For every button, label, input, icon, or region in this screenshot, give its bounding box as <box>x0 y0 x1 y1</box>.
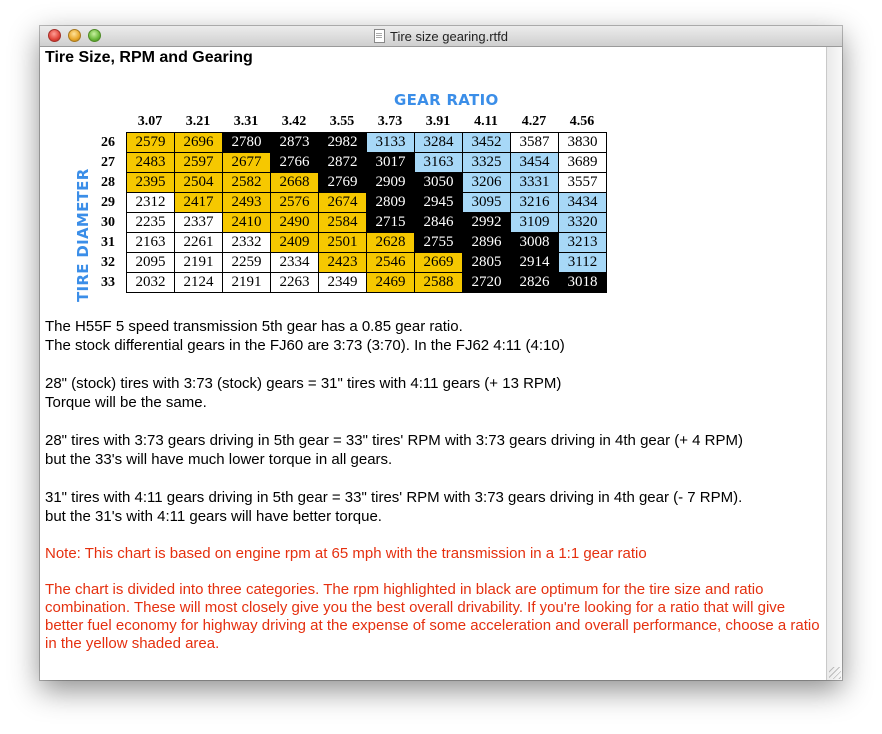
rpm-cell: 2584 <box>319 213 367 233</box>
rpm-cell: 2337 <box>175 213 223 233</box>
rpm-cell: 3216 <box>511 193 559 213</box>
table-row <box>127 133 607 153</box>
table-row <box>127 153 607 173</box>
table-row <box>127 253 607 273</box>
rpm-cell: 3213 <box>559 233 607 253</box>
rpm-cell: 2332 <box>223 233 271 253</box>
rpm-cell: 3434 <box>559 193 607 213</box>
rpm-cell: 2674 <box>319 193 367 213</box>
rpm-cell: 2469 <box>367 273 415 293</box>
rpm-cell: 2312 <box>127 193 175 213</box>
rpm-cell: 3454 <box>511 153 559 173</box>
rpm-cell: 3163 <box>415 153 463 173</box>
window-title-wrap <box>40 29 842 44</box>
gear-ratio-header: 3.73 <box>377 114 403 129</box>
rpm-cell: 3112 <box>559 253 607 273</box>
rpm-cell: 3206 <box>463 173 511 193</box>
rpm-cell: 3284 <box>415 133 463 153</box>
rpm-cell: 2846 <box>415 213 463 233</box>
rpm-cell: 2163 <box>127 233 175 253</box>
rpm-cell: 2805 <box>463 253 511 273</box>
rpm-cell: 3109 <box>511 213 559 233</box>
chart-title: GEAR RATIO <box>394 91 499 109</box>
rpm-cell: 2873 <box>271 133 319 153</box>
rpm-cell: 2755 <box>415 233 463 253</box>
rpm-cell: 3017 <box>367 153 415 173</box>
window-title: Tire size gearing.rtfd <box>389 29 508 44</box>
rpm-cell: 3689 <box>559 153 607 173</box>
rpm-cell: 2410 <box>223 213 271 233</box>
rpm-cell: 3320 <box>559 213 607 233</box>
table-row <box>127 193 607 213</box>
rpm-cell: 2696 <box>175 133 223 153</box>
rpm-cell: 2588 <box>415 273 463 293</box>
rpm-cell: 2261 <box>175 233 223 253</box>
table-row <box>127 213 607 233</box>
rpm-cell: 2124 <box>175 273 223 293</box>
paragraph-line: 28" tires with 3:73 gears driving in 5th gear = 33" tires' RPM with 3:73 gears driving in 4th gear (+ 4 RPM) <box>45 432 744 449</box>
title-bar[interactable] <box>40 26 842 47</box>
note-text: The chart is divided into three categories. The rpm highlighted in black are optimum for the tire size and ratio combination. These will most closely give you the best overall drivability. If you're looking for a ratio that will give better fuel economy for highway driving at the expense of some acceleration and overall performance, choose a ratio in the yellow shaded area. <box>45 581 820 652</box>
rpm-cell: 2191 <box>175 253 223 273</box>
rpm-cell: 2032 <box>127 273 175 293</box>
paragraph-line: The stock differential gears in the FJ60 are 3:73 (3:70). In the FJ62 4:11 (4:10) <box>45 337 565 354</box>
document-heading: Tire Size, RPM and Gearing <box>45 49 253 66</box>
paragraph-line: The H55F 5 speed transmission 5th gear has a 0.85 gear ratio. <box>45 318 463 335</box>
rpm-cell: 2417 <box>175 193 223 213</box>
rpm-cell: 2628 <box>367 233 415 253</box>
rpm-cell: 2483 <box>127 153 175 173</box>
tire-diameter-header: 31 <box>101 235 115 250</box>
gear-ratio-header: 3.07 <box>137 114 163 129</box>
rpm-cell: 3095 <box>463 193 511 213</box>
rpm-cell: 2582 <box>223 173 271 193</box>
rpm-table <box>126 132 607 293</box>
gear-ratio-header: 4.11 <box>474 114 498 129</box>
rpm-cell: 3452 <box>463 133 511 153</box>
gear-ratio-header: 3.91 <box>425 114 451 129</box>
rpm-cell: 3331 <box>511 173 559 193</box>
document-icon <box>374 29 385 43</box>
rpm-cell: 3587 <box>511 133 559 153</box>
rpm-cell: 3557 <box>559 173 607 193</box>
rpm-cell: 2597 <box>175 153 223 173</box>
rpm-cell: 2409 <box>271 233 319 253</box>
rpm-cell: 2826 <box>511 273 559 293</box>
table-row <box>127 273 607 293</box>
rpm-cell: 2490 <box>271 213 319 233</box>
tire-diameter-header: 30 <box>101 215 115 230</box>
table-row <box>127 233 607 253</box>
rpm-cell: 2546 <box>367 253 415 273</box>
rpm-cell: 2095 <box>127 253 175 273</box>
paragraph-line: 31" tires with 4:11 gears driving in 5th gear = 33" tires' RPM with 3:73 gears driving in 4th gear (- 7 RPM). <box>45 489 743 506</box>
rpm-cell: 3050 <box>415 173 463 193</box>
gear-ratio-header: 3.55 <box>329 114 355 129</box>
rpm-cell: 3830 <box>559 133 607 153</box>
rpm-cell: 2780 <box>223 133 271 153</box>
rpm-cell: 3008 <box>511 233 559 253</box>
rpm-cell: 2501 <box>319 233 367 253</box>
rpm-cell: 2235 <box>127 213 175 233</box>
rpm-cell: 2349 <box>319 273 367 293</box>
tire-diameter-header: 33 <box>101 275 115 290</box>
rpm-cell: 2395 <box>127 173 175 193</box>
rpm-cell: 2720 <box>463 273 511 293</box>
rpm-cell: 2677 <box>223 153 271 173</box>
rpm-cell: 2992 <box>463 213 511 233</box>
rpm-cell: 2715 <box>367 213 415 233</box>
paragraph-line: but the 31's with 4:11 gears will have better torque. <box>45 508 382 525</box>
rpm-cell: 2809 <box>367 193 415 213</box>
gear-ratio-header: 4.27 <box>521 114 547 129</box>
paragraph-line: but the 33's will have much lower torque in all gears. <box>45 451 393 468</box>
vertical-scrollbar[interactable] <box>826 47 842 680</box>
gear-ratio-header: 3.21 <box>185 114 211 129</box>
rpm-cell: 2872 <box>319 153 367 173</box>
resize-grip-icon[interactable] <box>829 667 841 679</box>
note-text: Note: This chart is based on engine rpm at 65 mph with the transmission in a 1:1 gear ratio <box>45 545 647 562</box>
rpm-cell: 2579 <box>127 133 175 153</box>
rpm-cell: 2769 <box>319 173 367 193</box>
rpm-cell: 2982 <box>319 133 367 153</box>
rpm-cell: 2504 <box>175 173 223 193</box>
rpm-cell: 2909 <box>367 173 415 193</box>
rpm-cell: 2334 <box>271 253 319 273</box>
paragraph-line: Torque will be the same. <box>45 394 207 411</box>
gear-ratio-chart <box>60 90 620 318</box>
document-content[interactable] <box>40 47 827 680</box>
rpm-cell: 2669 <box>415 253 463 273</box>
rpm-cell: 2576 <box>271 193 319 213</box>
rpm-cell: 3018 <box>559 273 607 293</box>
gear-ratio-header: 4.56 <box>569 114 595 129</box>
tire-diameter-header: 26 <box>101 135 115 150</box>
document-window <box>40 26 842 680</box>
tire-diameter-header: 29 <box>101 195 115 210</box>
rpm-cell: 3133 <box>367 133 415 153</box>
rpm-cell: 2493 <box>223 193 271 213</box>
paragraph-line: 28" (stock) tires with 3:73 (stock) gears = 31" tires with 4:11 gears (+ 13 RPM) <box>45 375 562 392</box>
rpm-cell: 2668 <box>271 173 319 193</box>
tire-diameter-header: 32 <box>101 255 115 270</box>
rpm-cell: 2766 <box>271 153 319 173</box>
rpm-cell: 2191 <box>223 273 271 293</box>
gear-ratio-header: 3.42 <box>281 114 307 129</box>
rpm-cell: 2423 <box>319 253 367 273</box>
rpm-cell: 2945 <box>415 193 463 213</box>
rpm-cell: 2263 <box>271 273 319 293</box>
gear-ratio-header: 3.31 <box>233 114 259 129</box>
table-row <box>127 173 607 193</box>
rpm-cell: 3325 <box>463 153 511 173</box>
tire-diameter-header: 27 <box>101 155 115 170</box>
rpm-cell: 2914 <box>511 253 559 273</box>
chart-ylabel: TIRE DIAMETER <box>74 168 92 302</box>
rpm-cell: 2259 <box>223 253 271 273</box>
rpm-cell: 2896 <box>463 233 511 253</box>
tire-diameter-header: 28 <box>101 175 115 190</box>
